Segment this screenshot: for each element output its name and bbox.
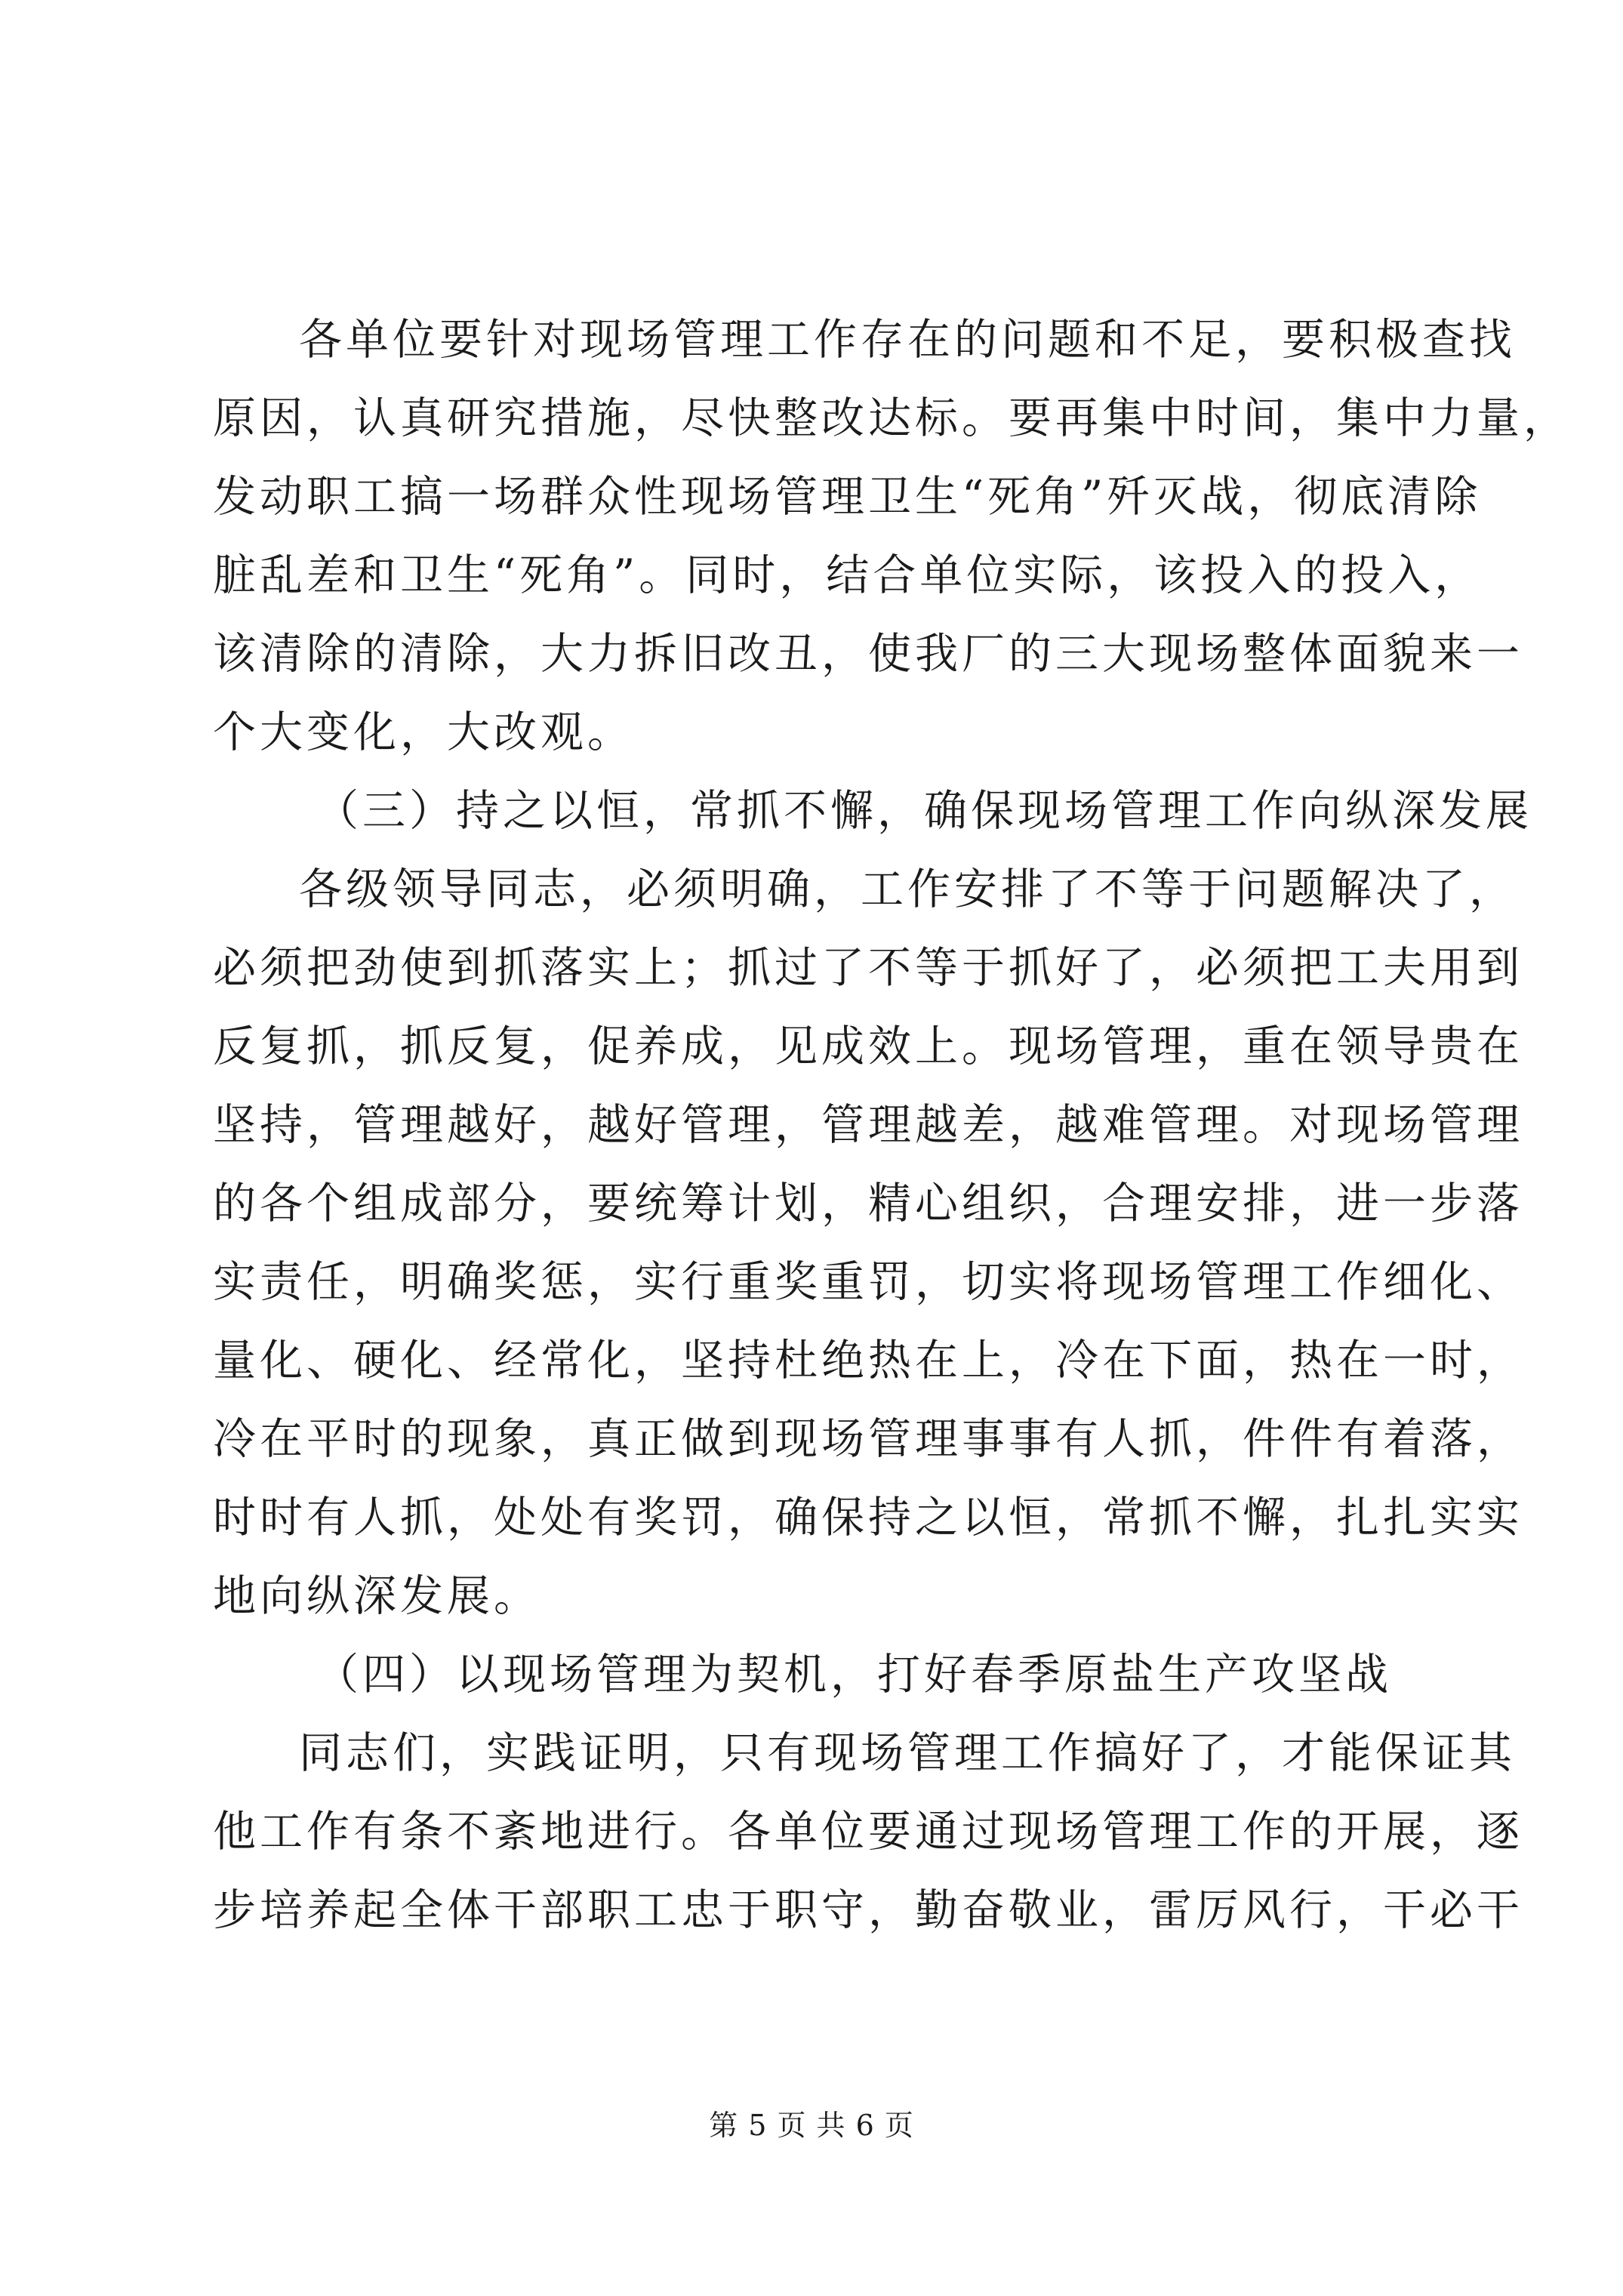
paragraph-line: 坚持，管理越好，越好管理，管理越差，越难管理。对现场管理 (213, 1100, 1523, 1150)
paragraph-line: 他工作有条不紊地进行。各单位要通过现场管理工作的开展，逐 (213, 1807, 1523, 1857)
paragraph-line: 必须把劲使到抓落实上；抓过了不等于抓好了，必须把工夫用到 (213, 943, 1523, 993)
paragraph-line: 各单位要针对现场管理工作存在的问题和不足，要积极查找 (299, 315, 1516, 365)
paragraph-line: 量化、硬化、经常化，坚持杜绝热在上，冷在下面，热在一时， (213, 1336, 1523, 1385)
document-body (213, 300, 1570, 1949)
paragraph-line: 步培养起全体干部职工忠于职守，勤奋敬业，雷厉风行，干必干 (213, 1885, 1523, 1935)
section-heading: （四）以现场管理为契机，打好春季原盐生产攻坚战 (316, 1650, 1392, 1700)
paragraph-line: 反复抓，抓反复，促养成，见成效上。现场管理，重在领导贵在 (213, 1022, 1523, 1071)
section-heading: （三）持之以恒，常抓不懈，确保现场管理工作向纵深发展 (316, 786, 1532, 836)
paragraph-line: 该清除的清除，大力拆旧改丑，使我厂的三大现场整体面貌来一 (213, 629, 1523, 679)
paragraph-line: 发动职工搞一场群众性现场管理卫生“死角”歼灭战，彻底清除 (213, 472, 1482, 522)
paragraph-line: 时时有人抓，处处有奖罚，确保持之以恒，常抓不懈，扎扎实实 (213, 1493, 1523, 1542)
paragraph-line: 地向纵深发展。 (213, 1571, 540, 1621)
paragraph-line: 个大变化，大改观。 (213, 707, 634, 757)
page-number-footer: 第 5 页 共 6 页 (709, 2109, 914, 2142)
paragraph-line: 各级领导同志，必须明确，工作安排了不等于问题解决了， (299, 864, 1516, 914)
paragraph-line: 冷在平时的现象，真正做到现场管理事事有人抓，件件有着落， (213, 1414, 1523, 1464)
paragraph-line: 实责任，明确奖惩，实行重奖重罚，切实将现场管理工作细化、 (213, 1257, 1523, 1307)
paragraph-line: 同志们，实践证明，只有现场管理工作搞好了，才能保证其 (299, 1728, 1516, 1778)
paragraph-line: 原因，认真研究措施，尽快整改达标。要再集中时间，集中力量， (213, 393, 1570, 443)
paragraph-line: 的各个组成部分，要统筹计划，精心组织，合理安排，进一步落 (213, 1179, 1523, 1228)
paragraph-line: 脏乱差和卫生“死角”。同时，结合单位实际，该投入的投入， (213, 550, 1482, 600)
